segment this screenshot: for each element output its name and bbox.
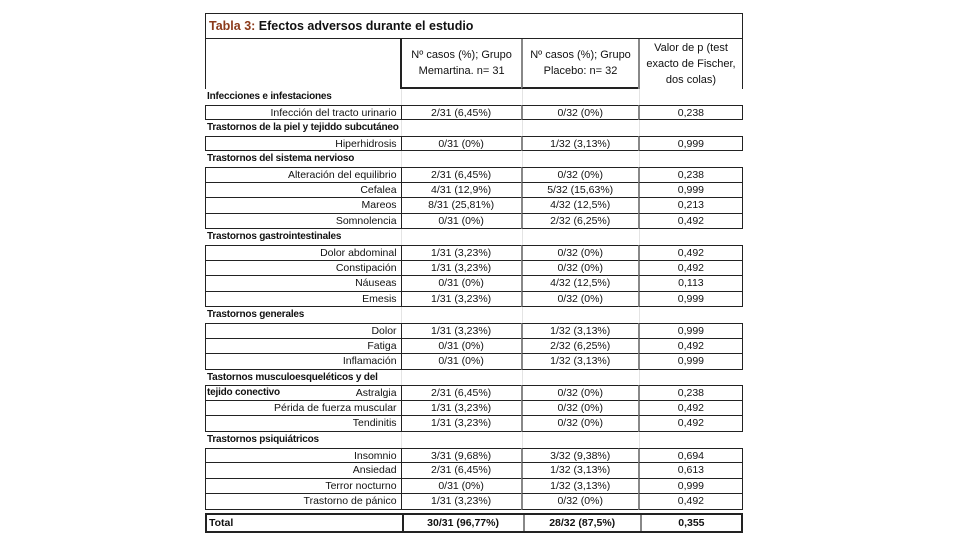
category-spacer <box>639 120 743 136</box>
table-row <box>205 136 743 152</box>
category-row <box>205 151 743 167</box>
effect-name: Fatiga <box>205 339 402 355</box>
table-row <box>205 479 743 495</box>
table-title-label: Tabla 3: <box>209 19 256 33</box>
placebo-cases: 0/32 (0%) <box>521 261 638 277</box>
category-group <box>205 105 743 121</box>
table-row <box>205 167 743 183</box>
p-value: 0,999 <box>638 354 743 370</box>
placebo-cases: 0/32 (0%) <box>521 401 638 417</box>
category-label: Trastornos de la piel y tejiddo subcutáneo <box>207 122 399 134</box>
p-value: 0,999 <box>638 479 743 495</box>
effect-name: Inflamación <box>205 354 402 370</box>
effect-name: Trastorno de pánico <box>205 494 402 510</box>
category-label: Trastornos generales <box>207 309 305 321</box>
category-spacer <box>522 432 639 448</box>
p-value: 0,213 <box>638 198 743 214</box>
table-header <box>205 39 743 89</box>
placebo-cases: 1/32 (3,13%) <box>521 136 638 152</box>
table-row <box>205 214 743 230</box>
effect-name: Dolor abdominal <box>205 245 402 261</box>
table-row <box>205 323 743 339</box>
p-value: 0,492 <box>638 261 743 277</box>
memantina-cases: 3/31 (9,68%) <box>402 448 521 464</box>
category-row <box>205 307 743 323</box>
p-value: 0,999 <box>638 323 743 339</box>
category-spacer <box>401 370 522 386</box>
effect-name: Infección del tracto urinario <box>205 105 402 121</box>
category-spacer <box>401 151 522 167</box>
table-row <box>205 198 743 214</box>
memantina-cases: 0/31 (0%) <box>402 214 521 230</box>
effect-name: Constipación <box>205 261 402 277</box>
category-group <box>205 385 743 432</box>
memantina-cases: 0/31 (0%) <box>402 276 521 292</box>
effect-name: Alteración del equilibrio <box>205 167 402 183</box>
category-label: Trastornos gastrointestinales <box>207 231 342 243</box>
memantina-cases: 1/31 (3,23%) <box>402 261 521 277</box>
placebo-cases: 1/32 (3,13%) <box>521 479 638 495</box>
placebo-cases: 2/32 (6,25%) <box>521 339 638 355</box>
effect-name: Emesis <box>205 292 402 308</box>
header-placebo: Nº casos (%); Grupo Placebo: n= 32 <box>521 39 638 89</box>
memantina-cases: 2/31 (6,45%) <box>402 463 521 479</box>
table-body <box>205 89 743 510</box>
p-value: 0,999 <box>638 136 743 152</box>
placebo-cases: 0/32 (0%) <box>521 292 638 308</box>
memantina-cases: 1/31 (3,23%) <box>402 416 521 432</box>
table-row <box>205 448 743 464</box>
memantina-cases: 0/31 (0%) <box>402 479 521 495</box>
header-memantina: Nº casos (%); Grupo Memartina. n= 31 <box>400 39 521 89</box>
placebo-cases: 2/32 (6,25%) <box>521 214 638 230</box>
total-memantina: 30/31 (96,77%) <box>427 517 499 530</box>
category-spacer <box>522 229 639 245</box>
total-p-value: 0,355 <box>640 515 741 531</box>
effect-name: Hiperhidrosis <box>205 136 402 152</box>
memantina-cases: 1/31 (3,23%) <box>402 292 521 308</box>
placebo-cases: 1/32 (3,13%) <box>521 463 638 479</box>
category-spacer <box>522 307 639 323</box>
category-row <box>205 120 743 136</box>
placebo-cases: 3/32 (9,38%) <box>521 448 638 464</box>
total-placebo: 28/32 (87,5%) <box>523 515 640 531</box>
memantina-cases: 0/31 (0%) <box>402 354 521 370</box>
category-spacer <box>639 89 743 105</box>
category-spacer <box>401 432 522 448</box>
placebo-cases: 4/32 (12,5%) <box>521 198 638 214</box>
category-spacer <box>401 229 522 245</box>
category-spacer <box>522 370 639 386</box>
category-label: Tastornos musculoesqueléticos y del tejido conectivo <box>207 371 378 399</box>
effect-name: Terror nocturno <box>205 479 402 495</box>
placebo-cases: 5/32 (15,63%) <box>521 183 638 199</box>
table-row <box>205 416 743 432</box>
category-group <box>205 448 743 510</box>
memantina-cases: 2/31 (6,45%) <box>402 105 521 121</box>
category-group <box>205 323 743 370</box>
p-value: 0,238 <box>638 385 743 401</box>
table-row <box>205 463 743 479</box>
memantina-cases: 0/31 (0%) <box>402 339 521 355</box>
category-spacer <box>522 89 639 105</box>
memantina-cases: 4/31 (12,9%) <box>402 183 521 199</box>
effect-name: Dolor <box>205 323 402 339</box>
placebo-cases: 0/32 (0%) <box>521 494 638 510</box>
table-row <box>205 105 743 121</box>
category-group <box>205 245 743 307</box>
effect-name: Tendinitis <box>205 416 402 432</box>
adverse-effects-table <box>205 13 743 533</box>
effect-name: Insomnio <box>205 448 402 464</box>
table-row <box>205 292 743 308</box>
category-spacer <box>401 120 522 136</box>
p-value: 0,694 <box>638 448 743 464</box>
table-row <box>205 354 743 370</box>
placebo-cases: 0/32 (0%) <box>521 385 638 401</box>
memantina-cases: 2/31 (6,45%) <box>402 385 521 401</box>
placebo-cases: 0/32 (0%) <box>521 416 638 432</box>
category-label: Trastornos psiquiátricos <box>207 434 319 446</box>
effect-name: Périda de fuerza muscular <box>205 401 402 417</box>
effect-name: Ansiedad <box>205 463 402 479</box>
p-value: 0,238 <box>638 105 743 121</box>
memantina-cases: 0/31 (0%) <box>402 136 521 152</box>
category-row <box>205 229 743 245</box>
category-spacer <box>401 89 522 105</box>
effect-name: Mareos <box>205 198 402 214</box>
placebo-cases: 0/32 (0%) <box>521 167 638 183</box>
effect-name: Cefalea <box>205 183 402 199</box>
p-value: 0,999 <box>638 183 743 199</box>
memantina-cases: 1/31 (3,23%) <box>402 401 521 417</box>
p-value: 0,492 <box>638 214 743 230</box>
table-row <box>205 494 743 510</box>
table-row <box>205 385 743 401</box>
p-value: 0,492 <box>638 401 743 417</box>
category-spacer <box>639 370 743 386</box>
table-row <box>205 261 743 277</box>
category-row <box>205 432 743 448</box>
table-title-text: Efectos adversos durante el estudio <box>255 19 474 33</box>
category-spacer <box>639 229 743 245</box>
category-spacer <box>522 151 639 167</box>
category-spacer <box>639 151 743 167</box>
memantina-cases: 1/31 (3,23%) <box>402 245 521 261</box>
category-spacer <box>639 307 743 323</box>
header-empty <box>206 39 400 89</box>
header-p-value: Valor de p (test exacto de Fischer, dos colas) <box>638 39 742 89</box>
effect-name: Náuseas <box>205 276 402 292</box>
p-value: 0,613 <box>638 463 743 479</box>
total-row <box>205 513 743 533</box>
category-spacer <box>522 120 639 136</box>
table-row <box>205 245 743 261</box>
table-row <box>205 276 743 292</box>
placebo-cases: 1/32 (3,13%) <box>521 354 638 370</box>
effect-name: Astralgia <box>205 385 402 401</box>
category-group <box>205 136 743 152</box>
table-row <box>205 339 743 355</box>
p-value: 0,999 <box>638 292 743 308</box>
category-label: Trastornos del sistema nervioso <box>207 153 355 165</box>
placebo-cases: 0/32 (0%) <box>521 245 638 261</box>
category-spacer <box>401 307 522 323</box>
category-group <box>205 167 743 229</box>
memantina-cases: 1/31 (3,23%) <box>402 494 521 510</box>
p-value: 0,113 <box>638 276 743 292</box>
category-label: Infecciones e infestaciones <box>207 91 332 102</box>
placebo-cases: 4/32 (12,5%) <box>521 276 638 292</box>
memantina-cases: 1/31 (3,23%) <box>402 323 521 339</box>
p-value: 0,492 <box>638 494 743 510</box>
p-value: 0,238 <box>638 167 743 183</box>
table-title <box>205 13 743 39</box>
memantina-cases: 8/31 (25,81%) <box>402 198 521 214</box>
p-value: 0,492 <box>638 339 743 355</box>
placebo-cases: 1/32 (3,13%) <box>521 323 638 339</box>
p-value: 0,492 <box>638 245 743 261</box>
placebo-cases: 0/32 (0%) <box>521 105 638 121</box>
category-spacer <box>639 432 743 448</box>
table-row <box>205 401 743 417</box>
total-label: Total <box>207 515 404 531</box>
table-row <box>205 183 743 199</box>
effect-name: Somnolencia <box>205 214 402 230</box>
memantina-cases: 2/31 (6,45%) <box>402 167 521 183</box>
p-value: 0,492 <box>638 416 743 432</box>
category-row <box>205 89 743 105</box>
